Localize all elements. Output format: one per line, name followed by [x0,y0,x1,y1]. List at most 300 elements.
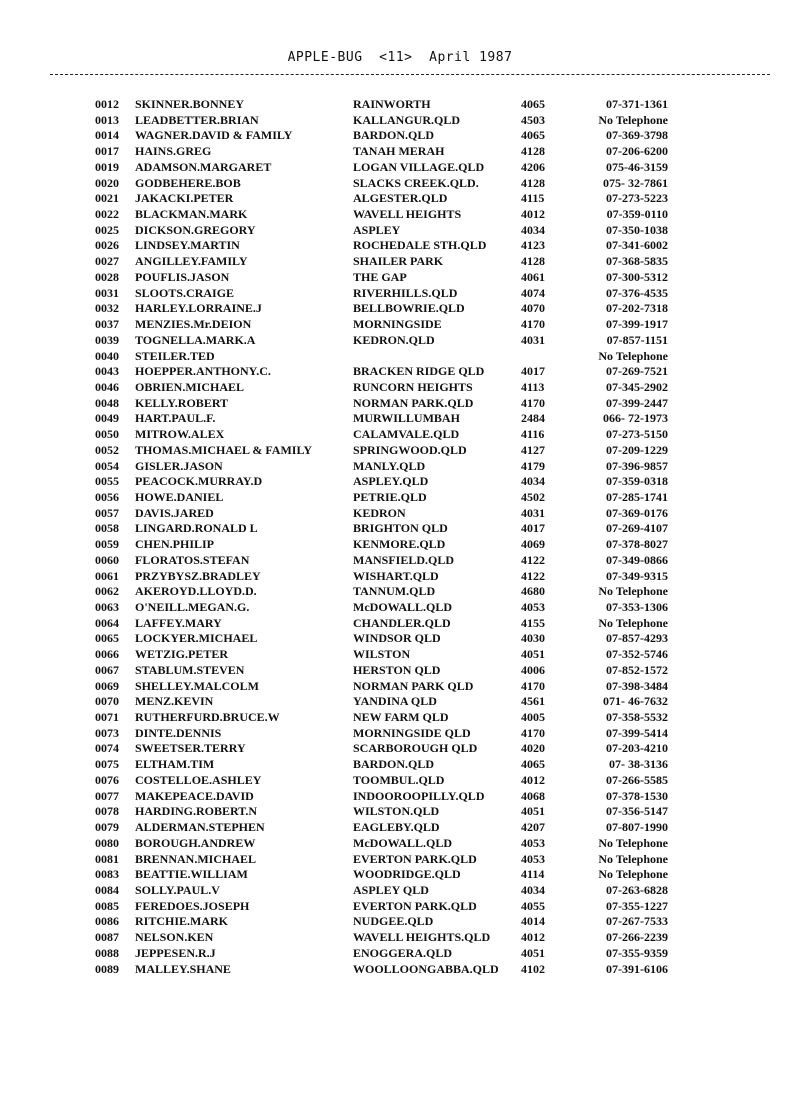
member-id: 0083 [95,867,119,882]
member-phone: 07-399-1917 [606,317,668,332]
member-name: MENZ.KEVIN [135,694,214,709]
member-postcode: 4122 [521,568,545,583]
member-postcode: 4070 [521,301,545,316]
member-suburb: EVERTON PARK.QLD [353,898,477,913]
member-name: POUFLIS.JASON [135,269,230,284]
list-item [95,647,695,663]
list-item [95,710,695,726]
list-item [95,883,695,899]
member-name: DAVIS.JARED [135,505,214,520]
member-name: HOWE.DANIEL [135,489,224,504]
member-suburb: WOOLLOONGABBA.QLD [353,961,499,976]
member-id: 0063 [95,600,119,614]
member-suburb: BARDON.QLD [353,757,435,772]
member-suburb: KALLANGUR.QLD [353,112,461,127]
member-suburb: MANLY.QLD [353,458,426,473]
list-item [95,584,695,600]
member-suburb: INDOOROOPILLY.QLD [353,788,485,803]
member-phone: 07-376-4535 [606,285,668,300]
member-phone: 07-341-6002 [606,238,668,253]
member-postcode: 4051 [521,804,545,819]
member-postcode: 4170 [521,317,545,332]
member-suburb: TANNUM.QLD [353,584,436,599]
member-name: ANGILLEY.FAMILY [135,254,248,269]
member-id: 0066 [95,647,119,662]
member-suburb: SPRINGWOOD.QLD [353,442,467,457]
member-name: SWEETSER.TERRY [135,741,246,756]
member-postcode: 4074 [521,285,545,300]
member-suburb: KEDRON [353,505,406,520]
member-name: MAKEPEACE.DAVID [135,788,254,803]
list-item [95,191,695,207]
page-header: APPLE-BUG <11> April 1987 [287,50,513,65]
member-suburb: ASPLEY QLD [353,882,429,897]
list-item [95,380,695,396]
member-id: 0021 [95,191,119,206]
member-postcode: 4503 [521,112,545,127]
member-phone: 07- 38-3136 [609,757,668,772]
member-postcode: 4102 [521,961,545,976]
member-name: HART.PAUL.F. [135,411,216,426]
member-id: 0050 [95,427,119,442]
member-id: 0071 [95,710,119,725]
member-id: 0019 [95,159,119,174]
member-suburb: CALAMVALE.QLD [353,427,460,442]
member-id: 0060 [95,552,119,567]
member-suburb: MANSFIELD.QLD [353,552,455,567]
member-id: 0022 [95,207,119,222]
member-postcode: 4017 [521,364,545,379]
list-item [95,254,695,270]
list-item [95,852,695,868]
member-postcode: 4012 [521,930,545,945]
member-postcode: 4053 [521,835,545,850]
member-postcode: 4155 [521,615,545,630]
member-phone: 07-399-5414 [606,725,668,740]
member-id: 0080 [95,835,119,850]
member-name: RITCHIE.MARK [135,914,229,929]
member-postcode: 4014 [521,914,545,929]
member-name: AKEROYD.LLOYD.D. [135,584,257,599]
list-item [95,616,695,632]
member-suburb: RAINWORTH [353,97,431,111]
list-item [95,396,695,412]
member-id: 0088 [95,945,119,960]
member-id: 0028 [95,269,119,284]
member-suburb: SHAILER PARK [353,254,444,269]
member-phone: No Telephone [598,584,668,599]
member-suburb: TOOMBUL.QLD [353,772,445,787]
member-name: THOMAS.MICHAEL & FAMILY [135,442,313,457]
member-suburb: BRIGHTON QLD [353,521,448,536]
member-postcode: 4115 [521,191,545,206]
list-item [95,286,695,302]
member-id: 0062 [95,584,119,599]
list-item [95,490,695,506]
member-id: 0012 [95,97,119,111]
member-postcode: 4034 [521,882,545,897]
member-name: MALLEY.SHANE [135,961,231,976]
member-phone: 07-369-3798 [606,128,668,143]
member-suburb: BARDON.QLD [353,128,435,143]
member-id: 0058 [95,521,119,536]
list-item [95,789,695,805]
member-suburb: WINDSOR QLD [353,631,441,646]
list-item [95,333,695,349]
member-phone: 07-206-6200 [606,144,668,159]
member-name: TOGNELLA.MARK.A [135,332,256,347]
member-postcode: 4170 [521,395,545,410]
member-name: HARLEY.LORRAINE.J [135,301,262,316]
member-name: KELLY.ROBERT [135,395,229,410]
member-suburb: RIVERHILLS.QLD [353,285,458,300]
member-suburb: NORMAN PARK.QLD [353,395,474,410]
member-name: SLOOTS.CRAIGE [135,285,235,300]
member-postcode: 4031 [521,505,545,520]
member-suburb: YANDINA QLD [353,694,437,709]
list-item [95,474,695,490]
list-item [95,726,695,742]
member-id: 0039 [95,332,119,347]
member-id: 0081 [95,851,119,866]
member-phone: No Telephone [598,851,668,866]
list-item [95,411,695,427]
member-id: 0057 [95,505,119,520]
list-item [95,459,695,475]
member-phone: 07-355-9359 [606,945,668,960]
member-suburb: SLACKS CREEK.QLD. [353,175,479,190]
list-item [95,694,695,710]
member-suburb: KEDRON.QLD [353,332,435,347]
member-suburb: ROCHEDALE STH.QLD [353,238,487,253]
member-id: 0052 [95,442,119,457]
list-item [95,757,695,773]
member-postcode: 4179 [521,458,545,473]
list-item [95,364,695,380]
list-item [95,820,695,836]
list-item [95,553,695,569]
member-phone: 07-355-1227 [606,898,668,913]
member-id: 0064 [95,615,119,630]
member-phone: 07-391-6106 [606,961,668,976]
member-phone: 07-353-1306 [606,600,668,614]
member-suburb: CHANDLER.QLD [353,615,451,630]
member-id: 0069 [95,678,119,693]
member-name: JAKACKI.PETER [135,191,234,206]
member-postcode: 4069 [521,537,545,552]
member-suburb: WAVELL HEIGHTS.QLD [353,930,491,945]
member-id: 0084 [95,882,119,897]
member-suburb: MURWILLUMBAH [353,411,460,426]
member-id: 0076 [95,772,119,787]
member-phone: 07-202-7318 [606,301,668,316]
member-name: MENZIES.Mr.DEION [135,317,252,332]
member-suburb: KENMORE.QLD [353,537,446,552]
member-name: HARDING.ROBERT.N [135,804,258,819]
list-item [95,349,695,365]
member-suburb: NEW FARM QLD [353,710,449,725]
member-id: 0025 [95,222,119,237]
member-phone: 07-857-1151 [606,332,668,347]
member-name: BRENNAN.MICHAEL [135,851,257,866]
member-id: 0061 [95,568,119,583]
member-postcode: 4128 [521,144,545,159]
member-id: 0085 [95,898,119,913]
member-name: FEREDOES.JOSEPH [135,898,250,913]
member-suburb: MORNINGSIDE [353,317,442,332]
member-id: 0031 [95,285,119,300]
member-name: HAINS.GREG [135,144,212,159]
member-postcode: 4012 [521,772,545,787]
member-phone: 07-852-1572 [606,662,668,677]
list-item [95,317,695,333]
member-name: ELTHAM.TIM [135,757,215,772]
member-id: 0046 [95,379,119,394]
member-name: WAGNER.DAVID & FAMILY [135,128,293,143]
member-phone: No Telephone [598,615,668,630]
member-suburb: WILSTON [353,647,411,662]
member-id: 0067 [95,662,119,677]
member-id: 0077 [95,788,119,803]
member-postcode: 4030 [521,631,545,646]
member-name: GODBEHERE.BOB [135,175,241,190]
member-name: LEADBETTER.BRIAN [135,112,259,127]
member-postcode: 4113 [521,379,545,394]
list-item [95,113,695,129]
member-name: COSTELLOE.ASHLEY [135,772,262,787]
member-postcode: 4207 [521,820,545,835]
list-item [95,663,695,679]
member-name: PRZYBYSZ.BRADLEY [135,568,261,583]
member-postcode: 4128 [521,175,545,190]
member-postcode: 4114 [521,867,545,882]
member-id: 0079 [95,820,119,835]
member-phone: 07-267-7533 [606,914,668,929]
list-item [95,569,695,585]
list-item [95,537,695,553]
member-suburb: HERSTON QLD [353,662,441,677]
member-name: LAFFEY.MARY [135,615,222,630]
member-phone: 07-266-5585 [606,772,668,787]
member-phone: 07-359-0110 [606,207,668,222]
list-item [95,930,695,946]
member-phone: 07-378-1530 [606,788,668,803]
list-item [95,946,695,962]
member-phone: No Telephone [598,835,668,850]
member-id: 0054 [95,458,119,473]
member-phone: 07-350-1038 [606,222,668,237]
member-phone: 07-358-5532 [606,710,668,725]
member-id: 0048 [95,395,119,410]
list-item [95,128,695,144]
list-item [95,443,695,459]
member-id: 0043 [95,364,119,379]
list-item [95,521,695,537]
member-id: 0073 [95,725,119,740]
member-id: 0014 [95,128,119,143]
member-phone: 07-269-4107 [606,521,668,536]
member-name: SOLLY.PAUL.V [135,882,220,897]
member-postcode: 4116 [521,427,545,442]
member-id: 0017 [95,144,119,159]
member-phone: No Telephone [598,348,668,363]
member-postcode: 4005 [521,710,545,725]
member-name: ADAMSON.MARGARET [135,159,272,174]
member-phone: 071- 46-7632 [603,694,668,709]
member-suburb: EVERTON PARK.QLD [353,851,477,866]
member-suburb: EAGLEBY.QLD [353,820,440,835]
member-postcode: 4065 [521,757,545,772]
member-id: 0026 [95,238,119,253]
member-suburb: LOGAN VILLAGE.QLD [353,159,485,174]
member-suburb: McDOWALL.QLD [353,600,452,614]
list-item [95,207,695,223]
member-suburb: NUDGEE.QLD [353,914,434,929]
list-item [95,741,695,757]
member-id: 0027 [95,254,119,269]
list-item [95,867,695,883]
list-item [95,836,695,852]
member-postcode: 4034 [521,474,545,489]
member-id: 0074 [95,741,119,756]
member-postcode: 4068 [521,788,545,803]
member-postcode: 4055 [521,898,545,913]
member-id: 0040 [95,348,119,363]
list-item [95,301,695,317]
member-postcode: 4170 [521,725,545,740]
list-item [95,600,695,616]
member-suburb: RUNCORN HEIGHTS [353,379,473,394]
member-id: 0055 [95,474,119,489]
member-phone: 07-349-0866 [606,552,668,567]
member-suburb: ASPLEY.QLD [353,474,429,489]
member-phone: 07-349-9315 [606,568,668,583]
list-item [95,144,695,160]
member-postcode: 4123 [521,238,545,253]
member-postcode: 4017 [521,521,545,536]
member-id: 0037 [95,317,119,332]
member-phone: 075- 32-7861 [603,175,668,190]
member-phone: 075-46-3159 [606,159,668,174]
member-phone: 07-209-1229 [606,442,668,457]
member-suburb: WAVELL HEIGHTS [353,207,462,222]
member-name: BLACKMAN.MARK [135,207,248,222]
member-name: ALDERMAN.STEPHEN [135,820,265,835]
member-id: 0070 [95,694,119,709]
member-postcode: 4128 [521,254,545,269]
member-phone: 07-263-6828 [606,882,668,897]
member-suburb: WILSTON.QLD [353,804,440,819]
member-postcode: 4127 [521,442,545,457]
member-postcode: 4006 [521,662,545,677]
member-id: 0049 [95,411,119,426]
member-id: 0075 [95,757,119,772]
member-phone: 07-266-2239 [606,930,668,945]
member-name: OBRIEN.MICHAEL [135,379,245,394]
member-phone: 07-359-0318 [606,474,668,489]
member-phone: 07-273-5150 [606,427,668,442]
list-item [95,631,695,647]
member-phone: 07-378-8027 [606,537,668,552]
member-name: LOCKYER.MICHAEL [135,631,258,646]
member-postcode: 4680 [521,584,545,599]
member-postcode: 4053 [521,600,545,614]
list-item [95,223,695,239]
member-name: STABLUM.STEVEN [135,662,245,677]
member-name: WETZIG.PETER [135,647,229,662]
member-list [95,97,695,977]
member-phone: 07-273-5223 [606,191,668,206]
member-name: BEATTIE.WILLIAM [135,867,248,882]
member-name: CHEN.PHILIP [135,537,215,552]
member-suburb: THE GAP [353,269,407,284]
list-item [95,176,695,192]
member-name: BOROUGH.ANDREW [135,835,256,850]
member-phone: No Telephone [598,112,668,127]
member-id: 0087 [95,930,119,945]
member-name: LINGARD.RONALD L [135,521,258,536]
member-postcode: 4051 [521,647,545,662]
member-suburb: ASPLEY [353,222,401,237]
member-name: MITROW.ALEX [135,427,225,442]
member-id: 0013 [95,112,119,127]
list-item [95,804,695,820]
member-id: 0089 [95,961,119,976]
member-phone: 07-300-5312 [606,269,668,284]
member-suburb: SCARBOROUGH QLD [353,741,478,756]
list-item [95,679,695,695]
member-phone: 07-396-9857 [606,458,668,473]
member-phone: 07-807-1990 [606,820,668,835]
list-item [95,238,695,254]
member-suburb: BRACKEN RIDGE QLD [353,364,485,379]
member-id: 0056 [95,489,119,504]
member-postcode: 4170 [521,678,545,693]
member-id: 0020 [95,175,119,190]
member-name: LINDSEY.MARTIN [135,238,240,253]
member-name: O'NEILL.MEGAN.G. [135,600,250,614]
member-name: SHELLEY.MALCOLM [135,678,259,693]
member-suburb: TANAH MERAH [353,144,445,159]
member-suburb: WOODRIDGE.QLD [353,867,461,882]
member-phone: 07-371-1361 [606,97,668,111]
member-name: GISLER.JASON [135,458,223,473]
member-postcode: 4561 [521,694,545,709]
member-phone: 07-203-4210 [606,741,668,756]
member-postcode: 4065 [521,128,545,143]
member-postcode: 4122 [521,552,545,567]
member-postcode: 4053 [521,851,545,866]
member-name: SKINNER.BONNEY [135,97,245,111]
member-phone: 07-399-2447 [606,395,668,410]
member-postcode: 4065 [521,97,545,111]
list-item [95,97,695,113]
member-suburb: ENOGGERA.QLD [353,945,453,960]
member-postcode: 2484 [521,411,545,426]
member-phone: 066- 72-1973 [603,411,668,426]
member-name: JEPPESEN.R.J [135,945,216,960]
member-suburb: PETRIE.QLD [353,489,427,504]
member-name: DINTE.DENNIS [135,725,222,740]
list-item [95,160,695,176]
member-postcode: 4012 [521,207,545,222]
member-name: DICKSON.GREGORY [135,222,256,237]
list-item [95,914,695,930]
dashed-divider [50,74,770,75]
member-suburb: ALGESTER.QLD [353,191,448,206]
member-postcode: 4020 [521,741,545,756]
member-phone: 07-285-1741 [606,489,668,504]
